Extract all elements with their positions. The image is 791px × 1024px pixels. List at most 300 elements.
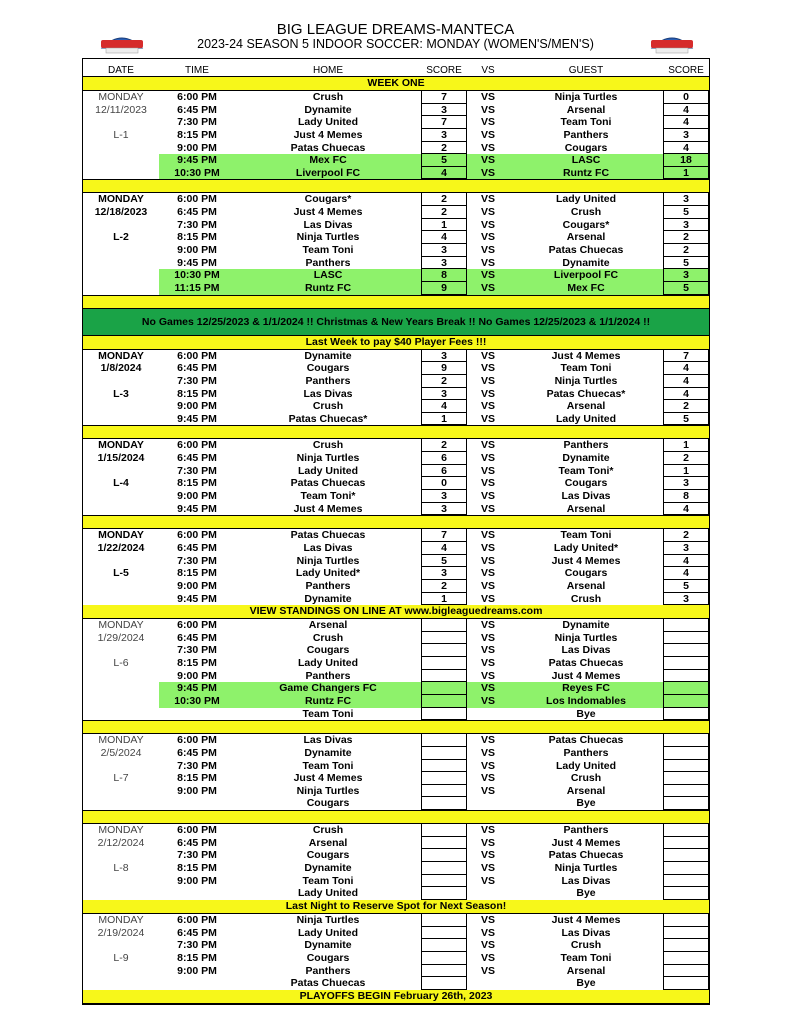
- home-score: 4: [421, 542, 467, 555]
- home-team: Just 4 Memes: [293, 772, 363, 785]
- guest-team: Reyes FC: [509, 682, 663, 695]
- guest-team: Lady United: [555, 412, 617, 425]
- table-row: [83, 231, 709, 244]
- game-time: 7:30 PM: [177, 116, 217, 129]
- table-row: [83, 747, 709, 760]
- game-time: 9:00 PM: [177, 244, 217, 257]
- guest-team: Patas Chuecas: [548, 734, 624, 747]
- home-score: 7: [421, 529, 467, 542]
- day-label: MONDAY: [98, 619, 144, 632]
- guest-team: Bye: [576, 797, 596, 810]
- date-cell: [83, 465, 159, 478]
- guest-score: 4: [663, 104, 709, 117]
- guest-team: Crush: [570, 206, 602, 219]
- vs-label: VS: [480, 502, 495, 515]
- home-team: Panthers: [305, 374, 351, 387]
- home-score: 4: [421, 400, 467, 413]
- home-team: Las Divas: [303, 541, 353, 554]
- guest-team: Ninja Turtles: [554, 374, 618, 387]
- home-score: [421, 914, 467, 927]
- table-row: [83, 567, 709, 580]
- day-label: MONDAY: [98, 913, 144, 926]
- vs-label: VS: [480, 746, 495, 759]
- home-score: [421, 632, 467, 645]
- game-time: 6:45 PM: [177, 631, 217, 644]
- table-row: [83, 708, 709, 721]
- vs-label: VS: [480, 400, 495, 413]
- table-row: [83, 91, 709, 104]
- table-row: [83, 244, 709, 257]
- home-score: [421, 837, 467, 850]
- league-label: L-5: [113, 567, 129, 580]
- guest-score: 3: [663, 219, 709, 232]
- home-team: Patas Chuecas*: [288, 412, 368, 425]
- guest-team: Team Toni*: [558, 464, 614, 477]
- table-row: [83, 375, 709, 388]
- home-team: Ninja Turtles: [296, 231, 360, 244]
- guest-score: [663, 644, 709, 657]
- game-time: 7:30 PM: [177, 374, 217, 387]
- guest-score: 3: [663, 542, 709, 555]
- vs-label: VS: [480, 836, 495, 849]
- guest-team: Crush: [570, 939, 602, 952]
- guest-score: 4: [663, 142, 709, 155]
- vs-label: VS: [467, 167, 509, 180]
- home-score: 4: [421, 167, 467, 180]
- vs-label: VS: [480, 862, 495, 875]
- home-team: Mex FC: [235, 154, 421, 167]
- guest-team: Team Toni: [560, 951, 612, 964]
- table-row: [83, 167, 709, 180]
- game-time: 7:30 PM: [177, 939, 217, 952]
- home-score: 4: [421, 231, 467, 244]
- date-label: 2/5/2024: [100, 746, 142, 759]
- guest-team: Dynamite: [562, 619, 610, 632]
- guest-team: Arsenal: [566, 964, 606, 977]
- table-row: [83, 490, 709, 503]
- guest-team: Arsenal: [566, 502, 606, 515]
- vs-label: VS: [480, 452, 495, 465]
- vs-label: VS: [480, 734, 495, 747]
- table-row: [83, 619, 709, 632]
- game-time: 9:00 PM: [177, 874, 217, 887]
- home-team: Patas Chuecas: [290, 529, 366, 542]
- game-time: [159, 708, 235, 721]
- date-cell: [83, 413, 159, 426]
- week-separator: [83, 720, 709, 734]
- vs-label: VS: [480, 874, 495, 887]
- game-time: 10:30 PM: [159, 167, 235, 180]
- table-row: [83, 129, 709, 142]
- table-row: [83, 824, 709, 837]
- guest-score: 2: [663, 452, 709, 465]
- guest-score: [663, 875, 709, 888]
- guest-team: Mex FC: [509, 282, 663, 295]
- home-score: 2: [421, 375, 467, 388]
- home-team: Ninja Turtles: [296, 913, 360, 926]
- home-team: Las Divas: [303, 387, 353, 400]
- table-row: [83, 670, 709, 683]
- guest-score: 1: [663, 439, 709, 452]
- date-label: 12/11/2023: [95, 103, 147, 116]
- home-score: 1: [421, 219, 467, 232]
- guest-team: Bye: [576, 887, 596, 900]
- guest-score: [663, 670, 709, 683]
- table-row: [83, 219, 709, 232]
- guest-score: 3: [663, 269, 709, 282]
- vs-label: VS: [480, 541, 495, 554]
- guest-team: Las Divas: [561, 490, 611, 503]
- guest-team: Arsenal: [566, 103, 606, 116]
- vs-label: VS: [480, 644, 495, 657]
- home-score: 0: [421, 477, 467, 490]
- home-team: Lady United: [297, 657, 359, 670]
- home-score: [421, 644, 467, 657]
- guest-team: Panthers: [563, 439, 609, 452]
- vs-label: [467, 977, 509, 990]
- vs-label: [467, 797, 509, 810]
- home-score: 2: [421, 142, 467, 155]
- home-team: Crush: [312, 631, 344, 644]
- table-row: [83, 282, 709, 295]
- guest-team: Team Toni: [560, 529, 612, 542]
- league-label: L-7: [113, 772, 129, 785]
- home-team: Dynamite: [304, 862, 352, 875]
- date-cell: [83, 695, 159, 708]
- home-score: 2: [421, 439, 467, 452]
- game-time: 8:15 PM: [177, 951, 217, 964]
- league-label: L-9: [113, 951, 129, 964]
- league-label: L-1: [113, 128, 129, 141]
- date-cell: [83, 760, 159, 773]
- vs-label: [467, 708, 509, 721]
- date-cell: [83, 849, 159, 862]
- guest-team: Lady United: [555, 193, 617, 206]
- home-team: Ninja Turtles: [296, 452, 360, 465]
- table-row: [83, 142, 709, 155]
- table-row: [83, 952, 709, 965]
- table-row: [83, 439, 709, 452]
- guest-team: Panthers: [563, 824, 609, 837]
- guest-score: 3: [663, 477, 709, 490]
- player-fees-notice: Last Week to pay $40 Player Fees !!!: [83, 336, 709, 350]
- home-team: Runtz FC: [235, 282, 421, 295]
- table-row: [83, 154, 709, 167]
- vs-label: VS: [480, 362, 495, 375]
- table-row: [83, 350, 709, 363]
- league-label: L-3: [113, 387, 129, 400]
- table-row: [83, 413, 709, 426]
- vs-label: VS: [480, 490, 495, 503]
- vs-label: VS: [480, 824, 495, 837]
- home-score: 8: [421, 269, 467, 282]
- guest-score: 2: [663, 529, 709, 542]
- game-time: 7:30 PM: [177, 218, 217, 231]
- home-score: [421, 952, 467, 965]
- vs-label: VS: [480, 657, 495, 670]
- vs-label: VS: [480, 91, 495, 103]
- home-score: [421, 785, 467, 798]
- date-cell: [83, 154, 159, 167]
- table-row: [83, 682, 709, 695]
- playoffs-notice: PLAYOFFS BEGIN February 26th, 2023: [83, 990, 709, 1004]
- game-time: 6:45 PM: [177, 836, 217, 849]
- date-cell: [83, 682, 159, 695]
- guest-score: 2: [663, 400, 709, 413]
- game-time: 9:45 PM: [177, 412, 217, 425]
- guest-score: 8: [663, 490, 709, 503]
- game-time: 8:15 PM: [177, 231, 217, 244]
- day-label: MONDAY: [98, 91, 144, 103]
- home-score: [421, 619, 467, 632]
- guest-score: 2: [663, 231, 709, 244]
- guest-team: Cougars: [564, 141, 608, 154]
- home-team: Panthers: [305, 964, 351, 977]
- guest-score: [663, 965, 709, 978]
- reserve-notice: Last Night to Reserve Spot for Next Season!: [83, 900, 709, 914]
- guest-team: Bye: [576, 977, 596, 990]
- vs-label: VS: [480, 193, 495, 206]
- guest-score: [663, 977, 709, 990]
- home-team: Ninja Turtles: [296, 784, 360, 797]
- vs-label: VS: [480, 244, 495, 257]
- guest-team: Arsenal: [566, 231, 606, 244]
- date-cell: [83, 269, 159, 282]
- guest-score: 3: [663, 129, 709, 142]
- guest-team: Liverpool FC: [509, 269, 663, 282]
- guest-team: Panthers: [563, 746, 609, 759]
- vs-label: VS: [480, 256, 495, 269]
- guest-team: Dynamite: [562, 452, 610, 465]
- table-row: [83, 542, 709, 555]
- standings-notice: VIEW STANDINGS ON LINE AT www.bigleaguedreams.com: [83, 605, 709, 619]
- home-team: Lady United: [297, 116, 359, 129]
- table-row: [83, 555, 709, 568]
- guest-team: Cougars: [564, 567, 608, 580]
- guest-score: [663, 837, 709, 850]
- league-label: L-6: [113, 657, 129, 670]
- home-score: [421, 670, 467, 683]
- vs-label: VS: [467, 269, 509, 282]
- week-separator: [83, 810, 709, 824]
- guest-team: Dynamite: [562, 256, 610, 269]
- week-separator: [83, 295, 709, 309]
- game-time: [159, 887, 235, 900]
- table-row: [83, 116, 709, 129]
- game-time: 6:00 PM: [177, 619, 217, 632]
- vs-label: VS: [480, 913, 495, 926]
- home-team: Just 4 Memes: [293, 206, 363, 219]
- vs-label: VS: [480, 592, 495, 605]
- game-time: 6:00 PM: [177, 349, 217, 362]
- guest-score: [663, 785, 709, 798]
- home-team: Cougars: [306, 797, 350, 810]
- table-row: [83, 193, 709, 206]
- league-logo-left: [98, 26, 146, 56]
- table-row: [83, 914, 709, 927]
- guest-score: [663, 695, 709, 708]
- home-team: Cougars: [306, 849, 350, 862]
- guest-score: 3: [663, 593, 709, 606]
- home-team: Game Changers FC: [235, 682, 421, 695]
- home-team: Dynamite: [304, 592, 352, 605]
- table-row: [83, 104, 709, 117]
- vs-label: VS: [480, 116, 495, 129]
- guest-score: [663, 772, 709, 785]
- guest-team: Team Toni: [560, 362, 612, 375]
- home-team: Dynamite: [304, 746, 352, 759]
- table-row: [83, 632, 709, 645]
- guest-score: [663, 849, 709, 862]
- page-subtitle: 2023-24 SEASON 5 INDOOR SOCCER: MONDAY (WOMEN'S/MEN'S): [197, 37, 594, 51]
- guest-team: Ninja Turtles: [554, 631, 618, 644]
- vs-label: VS: [480, 951, 495, 964]
- date-cell: [83, 116, 159, 129]
- home-score: [421, 887, 467, 900]
- home-score: [421, 875, 467, 888]
- home-score: [421, 708, 467, 721]
- home-team: Patas Chuecas: [290, 477, 366, 490]
- game-time: 6:45 PM: [177, 746, 217, 759]
- table-row: [83, 939, 709, 952]
- week-one-band: WEEK ONE: [83, 77, 709, 91]
- game-time: 8:15 PM: [177, 862, 217, 875]
- game-time: 10:30 PM: [159, 269, 235, 282]
- game-time: 7:30 PM: [177, 849, 217, 862]
- home-score: [421, 849, 467, 862]
- guest-score: [663, 824, 709, 837]
- game-time: 6:00 PM: [177, 529, 217, 542]
- table-row: [83, 452, 709, 465]
- home-score: 5: [421, 154, 467, 167]
- home-score: 9: [421, 362, 467, 375]
- date-cell: [83, 282, 159, 295]
- vs-label: VS: [480, 669, 495, 682]
- home-score: [421, 797, 467, 810]
- guest-team: Cougars*: [562, 218, 610, 231]
- table-row: [83, 465, 709, 478]
- home-score: [421, 939, 467, 952]
- home-score: 3: [421, 350, 467, 363]
- date-label: 2/12/2024: [97, 836, 145, 849]
- vs-label: VS: [480, 939, 495, 952]
- vs-label: VS: [480, 464, 495, 477]
- game-time: 8:15 PM: [177, 477, 217, 490]
- table-row: [83, 785, 709, 798]
- game-time: 8:15 PM: [177, 772, 217, 785]
- table-row: [83, 797, 709, 810]
- home-score: 1: [421, 413, 467, 426]
- guest-team: Arsenal: [566, 784, 606, 797]
- guest-score: [663, 632, 709, 645]
- date-cell: [83, 580, 159, 593]
- game-time: 9:00 PM: [177, 669, 217, 682]
- guest-score: 1: [663, 167, 709, 180]
- guest-score: [663, 887, 709, 900]
- home-team: Team Toni: [302, 244, 354, 257]
- table-row: [83, 644, 709, 657]
- home-score: [421, 695, 467, 708]
- home-team: Panthers: [305, 256, 351, 269]
- game-time: 6:00 PM: [177, 913, 217, 926]
- guest-team: Just 4 Memes: [551, 836, 621, 849]
- game-time: 8:15 PM: [177, 567, 217, 580]
- vs-label: VS: [480, 926, 495, 939]
- home-team: Crush: [312, 824, 344, 837]
- game-time: [159, 797, 235, 810]
- date-cell: [83, 555, 159, 568]
- table-row: [83, 772, 709, 785]
- home-team: Crush: [312, 400, 344, 413]
- day-label: MONDAY: [98, 824, 144, 837]
- home-team: Panthers: [305, 579, 351, 592]
- table-row: [83, 887, 709, 900]
- table-row: [83, 257, 709, 270]
- home-score: 5: [421, 555, 467, 568]
- home-team: Crush: [312, 91, 344, 103]
- home-team: Cougars: [306, 951, 350, 964]
- home-score: [421, 862, 467, 875]
- guest-team: Patas Chuecas: [548, 244, 624, 257]
- guest-score: [663, 914, 709, 927]
- vs-label: [467, 887, 509, 900]
- home-score: 6: [421, 452, 467, 465]
- vs-label: VS: [480, 631, 495, 644]
- guest-score: [663, 657, 709, 670]
- league-logo-right: [648, 26, 696, 56]
- guest-score: [663, 760, 709, 773]
- guest-score: [663, 862, 709, 875]
- home-score: [421, 657, 467, 670]
- guest-team: Lady United*: [553, 541, 619, 554]
- guest-score: 3: [663, 193, 709, 206]
- guest-team: Cougars: [564, 477, 608, 490]
- guest-score: 0: [663, 91, 709, 104]
- col-vs: VS: [481, 65, 495, 76]
- game-time: 9:00 PM: [177, 964, 217, 977]
- game-time: 7:30 PM: [177, 644, 217, 657]
- guest-score: 4: [663, 567, 709, 580]
- col-date: DATE: [108, 65, 134, 76]
- date-cell: [83, 503, 159, 516]
- table-row: [83, 849, 709, 862]
- date-label: 1/29/2024: [97, 631, 145, 644]
- vs-label: VS: [480, 206, 495, 219]
- game-time: 6:00 PM: [177, 824, 217, 837]
- home-score: 2: [421, 193, 467, 206]
- vs-label: VS: [467, 282, 509, 295]
- vs-label: VS: [467, 682, 509, 695]
- home-team: Cougars*: [304, 193, 352, 206]
- table-row: [83, 593, 709, 606]
- league-label: L-4: [113, 477, 129, 490]
- date-cell: [83, 644, 159, 657]
- vs-label: VS: [480, 103, 495, 116]
- home-score: [421, 977, 467, 990]
- home-score: 2: [421, 206, 467, 219]
- vs-label: VS: [480, 529, 495, 542]
- date-label: 1/8/2024: [100, 362, 142, 375]
- home-team: Ninja Turtles: [296, 554, 360, 567]
- game-time: 6:45 PM: [177, 541, 217, 554]
- guest-team: Ninja Turtles: [554, 862, 618, 875]
- date-cell: [83, 167, 159, 180]
- guest-score: [663, 797, 709, 810]
- home-score: 3: [421, 388, 467, 401]
- table-row: [83, 206, 709, 219]
- date-cell: [83, 219, 159, 232]
- home-team: Liverpool FC: [235, 167, 421, 180]
